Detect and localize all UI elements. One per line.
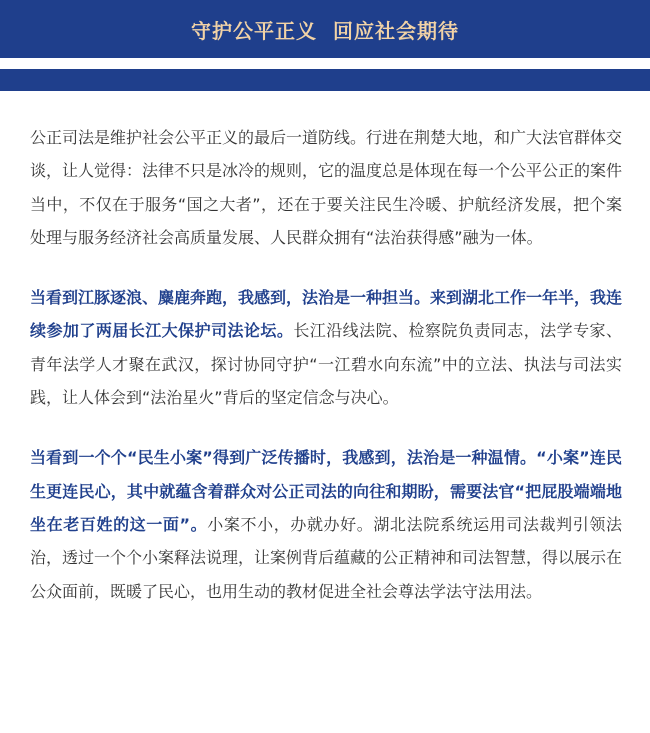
article-paragraph <box>30 281 622 414</box>
paragraph-text: 公正司法是维护社会公平正义的最后一道防线。行进在荆楚大地，和广大法官群体交谈，让人觉得：法律不只是冰冷的规则，它的温度总是体现在每一个公平公正的案件当中，不仅在于服务“国之大者”，还在于要关注民生冷暖、护航经济发展，把个案处理与服务经济社会高质量发展、人民群众拥有“法治获得感”融为一体。 <box>30 128 623 247</box>
page-title: 守护公平正义 回应社会期待 <box>191 18 459 43</box>
article-paragraph <box>30 441 622 607</box>
paragraph-text: 小案不小，办就办好。湖北法院系统运用司法裁判引领法治，透过一个个小案释法说理，让案例背后蕴藏的公正精神和司法智慧，得以展示在公众面前，既暖了民心，也用生动的教材促进全社会尊法学法守法用法。 <box>30 514 623 601</box>
article-body <box>30 121 622 635</box>
paragraph-highlight: 当看到一个个“民生小案”得到广泛传播时，我感到，法治是一种温情。“小案”连民生更连民心，其中就蕴含着群众对公正司法的向往和期盼，需要法官“把屁股端端地坐在老百姓的这一面”。 <box>30 448 622 534</box>
title-banner <box>0 0 650 58</box>
paragraph-text: 长江沿线法院、检察院负责同志，法学专家、青年法学人才聚在武汉，探讨协同守护“一江碧水向东流”中的立法、执法与司法实践，让人体会到“法治星火”背后的坚定信念与决心。 <box>30 321 622 408</box>
article-paragraph <box>30 121 622 254</box>
decorative-bar <box>0 69 650 91</box>
paragraph-highlight: 当看到江豚逐浪、麋鹿奔跑，我感到，法治是一种担当。来到湖北工作一年半，我连续参加了两届长江大保护司法论坛。 <box>30 288 623 341</box>
